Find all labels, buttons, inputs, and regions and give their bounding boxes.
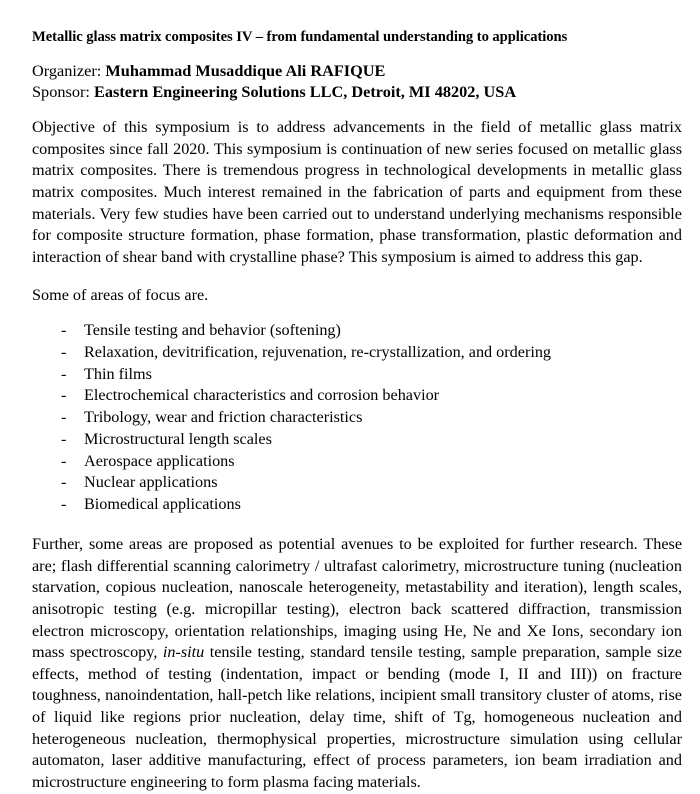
page-title: Metallic glass matrix composites IV – from fundamental understanding to applications (32, 29, 568, 45)
list-item-label: Nuclear applications (84, 473, 218, 492)
list-bullet-dash: - (61, 321, 67, 340)
list-item (32, 472, 682, 494)
list-item-label: Relaxation, devitrification, rejuvenation, re-crystallization, and ordering (84, 342, 552, 361)
list-bullet-dash: - (61, 451, 67, 470)
list-bullet-dash: - (61, 408, 67, 427)
in-situ-emphasis: in-situ (162, 643, 205, 662)
list-item (32, 320, 682, 342)
list-item-label: Microstructural length scales (84, 429, 272, 448)
list-bullet-dash: - (61, 386, 67, 405)
organizer-label: Organizer: (32, 60, 102, 80)
list-item-label: Tribology, wear and friction characteristics (84, 408, 363, 427)
list-item (32, 364, 682, 386)
list-bullet-dash: - (61, 495, 67, 514)
list-item (32, 429, 682, 451)
list-item-label: Thin films (84, 364, 152, 383)
list-item-label: Electrochemical characteristics and corrosion behavior (84, 386, 440, 405)
objective-paragraph: Objective of this symposium is to address advancements in the field of metallic glass matrix composites since fall 2020. This symposium is continuation of new series focused on metallic glass matrix composites. There is tremendous progress in technological developments in metallic glass matrix composites. Much interest remained in the fabrication of parts and equipment from these materials. Very few studies have been carried out to understand underlying mechanisms responsible for composite structure formation, phase formation, phase transformation, plastic deformation and interaction of shear band with crystalline phase? This symposium is aimed to address this gap. (32, 118, 682, 266)
sponsor-name: Eastern Engineering Solutions LLC, Detroit, MI 48202, USA (93, 82, 517, 102)
list-item-label: Tensile testing and behavior (softening) (84, 321, 341, 340)
list-item (32, 385, 682, 407)
list-bullet-dash: - (61, 473, 67, 492)
list-spacer (32, 516, 682, 534)
paragraph-spacer (32, 268, 682, 285)
organizer-name: Muhammad Musaddique Ali RAFIQUE (105, 60, 386, 80)
list-bullet-dash: - (61, 342, 67, 361)
list-bullet-dash: - (61, 364, 67, 383)
further-part-two: tensile testing, standard tensile testing, sample preparation, sample size effects, method of testing (indentation, impact or bending (mode I, II and III)) on fracture toughness, nanoindentation, hall-petch like relations, incipient small transitory cluster of atoms, rise of liquid like regions prior nucleation, delay time, shift of Tg, homogeneous nucleation and heterogeneous nucleation, thermophysical properties, microstructure simulation using cellular automaton, laser additive manufacturing, effect of process parameters, ion beam irradiation and microstructure engineering to form plasma facing materials. (32, 643, 682, 791)
list-item (32, 407, 682, 429)
further-part-one: Further, some areas are proposed as potential avenues to be exploited for further research. These are; flash differential scanning calorimetry / ultrafast calorimetry, microstructure tuning (nucleation starvation, copious nucleation, nanoscale heterogeneity, metastability and iteration), length scales, anisotropic testing (e.g. micropillar testing), electron back scattered diffraction, transmission electron microscopy, orientation relationships, imaging using He, Ne and Xe Ions, secondary ion mass spectroscopy, (32, 535, 682, 662)
list-item (32, 342, 682, 364)
list-item (32, 451, 682, 473)
further-research-paragraph (32, 534, 682, 794)
list-item-label: Biomedical applications (84, 495, 241, 514)
sponsor-label: Sponsor: (32, 82, 90, 102)
symposium-meta (32, 60, 682, 103)
sponsor-line (32, 81, 682, 103)
focus-areas-list (32, 320, 682, 516)
list-item-label: Aerospace applications (84, 451, 235, 470)
list-bullet-dash: - (61, 429, 67, 448)
organizer-line (32, 60, 682, 82)
list-item (32, 494, 682, 516)
focus-lead-line: Some of areas of focus are. (32, 286, 209, 305)
